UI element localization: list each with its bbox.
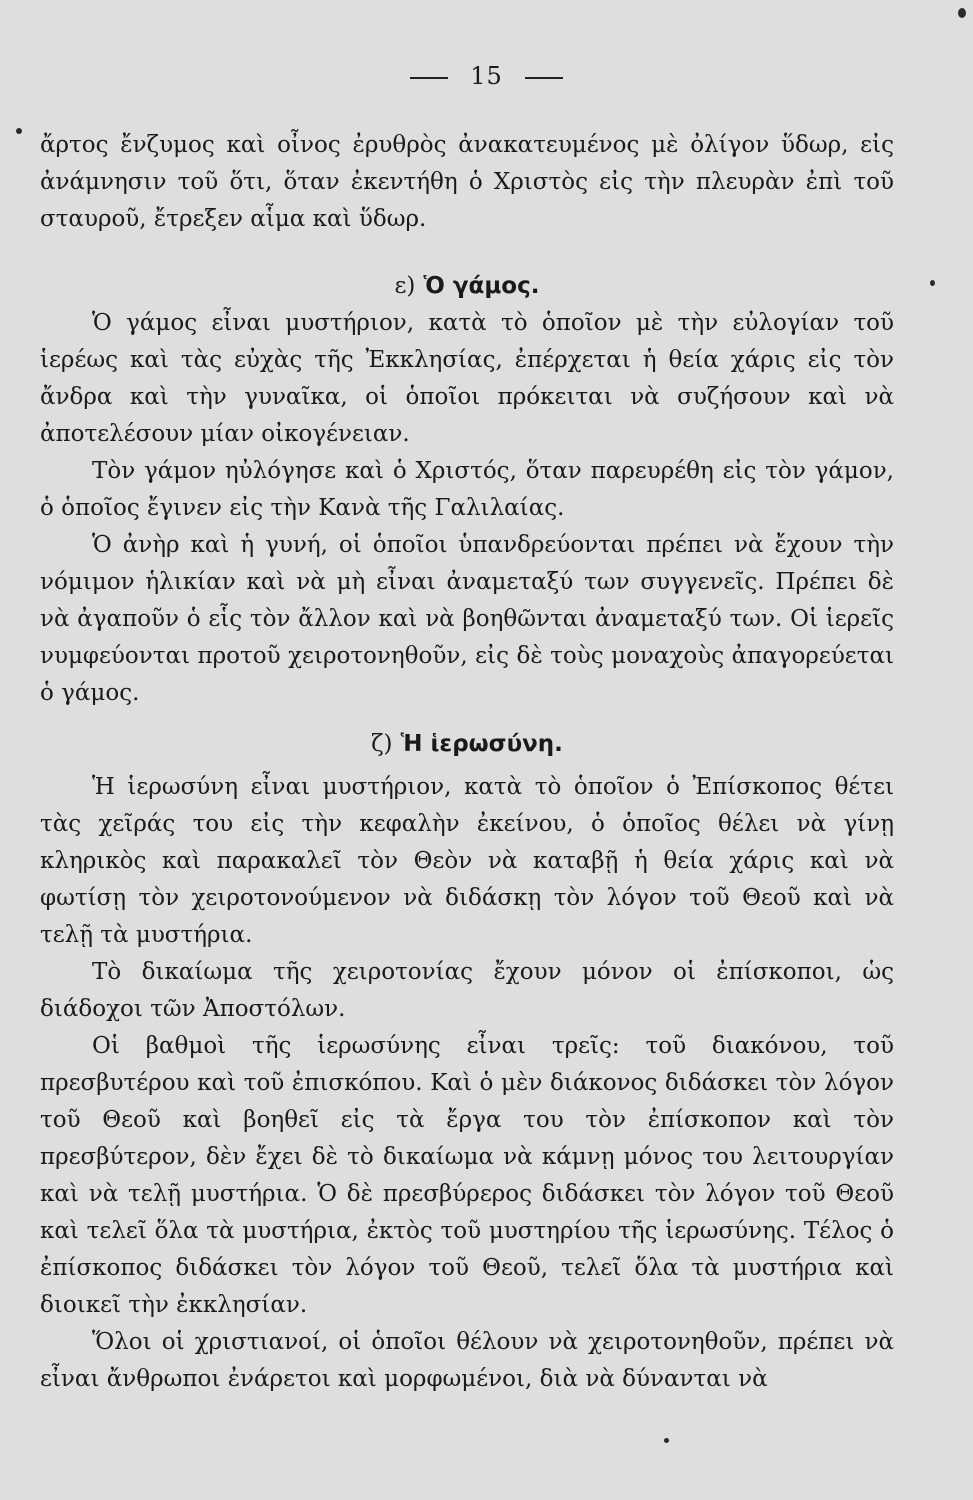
header-dash-left [410,77,448,79]
paragraph: Ἡ ἱερωσύνη εἶναι μυστήριον, κατὰ τὸ ὁποῖον ὁ Ἐπίσκοπος θέτει τὰς χεῖράς του εἰς τὴν κεφαλὴν ἐκείνου, ὁ ὁποῖος θέλει νὰ γίνῃ κληρικὸς καὶ παρακαλεῖ τὸν Θεὸν νὰ καταβῇ ἡ θεία χάρις καὶ νὰ φωτίσῃ τὸν χειροτονούμενον νὰ διδάσκῃ τὸν λόγον τοῦ Θεοῦ καὶ νὰ τελῇ τὰ μυστήρια. [40,774,894,948]
paragraph: Οἱ βαθμοὶ τῆς ἱερωσύνης εἶναι τρεῖς: τοῦ διακόνου, τοῦ πρεσβυτέρου καὶ τοῦ ἐπισκόπου. Καὶ ὁ μὲν διάκονος διδάσκει τὸν λόγον τοῦ Θεοῦ καὶ βοηθεῖ εἰς τὰ ἔργα του τὸν ἐπίσκοπον καὶ τὸν πρεσβύτερον, δὲν ἔχει δὲ τὸ δικαίωμα νὰ κάμνῃ μόνος του λειτουργίαν καὶ νὰ τελῇ μυστήρια. Ὁ δὲ πρεσβύρερος διδάσκει τὸν λόγον τοῦ Θεοῦ καὶ τελεῖ ὅλα τὰ μυστήρια, ἐκτὸς τοῦ μυστηρίου τῆς ἱερωσύνης. Τέλος ὁ ἐπίσκοπος διδάσκει τὸν λόγον τοῦ Θεοῦ, τελεῖ ὅλα τὰ μυστήρια καὶ διοικεῖ τὴν ἐκκλησίαν. [40,1033,894,1318]
paragraph: Τὸ δικαίωμα τῆς χειροτονίας ἔχουν μόνον οἱ ἐπίσκοποι, ὡς διάδοχοι τῶν Ἀποστόλων. [40,959,894,1022]
main-text [40,268,894,1398]
paper-speck [958,8,966,18]
paper-speck [930,280,935,286]
page-header [0,62,973,90]
paragraph: Ὁ γάμος εἶναι μυστήριον, κατὰ τὸ ὁποῖον μὲ τὴν εὐλογίαν τοῦ ἱερέως καὶ τὰς εὐχὰς τῆς Ἐκκλησίας, ἐπέρχεται ἡ θεία χάρις εἰς τὸν ἄνδρα καὶ τὴν γυναῖκα, οἱ ὁποῖοι πρόκειται νὰ συζήσουν καὶ νὰ ἀποτελέσουν μίαν οἰκογένειαν. [40,310,894,447]
paper-speck [664,1438,669,1443]
paragraph: Ὅλοι οἱ χριστιανοί, οἱ ὁποῖοι θέλουν νὰ χειροτονηθοῦν, πρέπει νὰ εἶναι ἄνθρωποι ἐνάρετοι καὶ μορφωμένοι, διὰ νὰ δύνανται νὰ [40,1329,894,1392]
header-dash-right [525,77,563,79]
paragraph: Ὁ ἀνὴρ καὶ ἡ γυνή, οἱ ὁποῖοι ὑπανδρεύονται πρέπει νὰ ἔχουν τὴν νόμιμον ἡλικίαν καὶ νὰ μὴ εἶναι ἀναμεταξύ των συγγενεῖς. Πρέπει δὲ νὰ ἀγαποῦν ὁ εἷς τὸν ἄλλον καὶ νὰ βοηθῶνται ἀναμεταξύ των. Οἱ ἱερεῖς νυμφεύονται προτοῦ χειροτονηθοῦν, εἰς δὲ τοὺς μοναχοὺς ἀπαγορεύεται ὁ γάμος. [40,532,894,706]
continuation-block [40,127,894,238]
page-number: 15 [470,62,503,90]
section-title: Ἡ ἱερωσύνη. [400,731,563,757]
continuation-paragraph: ἄρτος ἔνζυμος καὶ οἶνος ἐρυθρὸς ἀνακατευμένος μὲ ὀλίγον ὕδωρ, εἰς ἀνάμνησιν τοῦ ὅτι, ὅταν ἐκεντήθη ὁ Χριστὸς εἰς τὴν πλευρὰν ἐπὶ τοῦ σταυροῦ, ἔτρεξεν αἷμα καὶ ὕδωρ. [40,132,894,232]
section-heading-priesthood [40,726,894,763]
paper-speck [16,128,22,134]
section-letter: ε) [394,273,416,299]
section-letter: ζ) [371,731,393,757]
section-title: Ὁ γάμος. [423,273,540,299]
paragraph: Τὸν γάμον ηὐλόγησε καὶ ὁ Χριστός, ὅταν παρευρέθη εἰς τὸν γάμον, ὁ ὁποῖος ἔγινεν εἰς τὴν Κανὰ τῆς Γαλιλαίας. [40,458,894,521]
section-heading-marriage [40,268,894,305]
